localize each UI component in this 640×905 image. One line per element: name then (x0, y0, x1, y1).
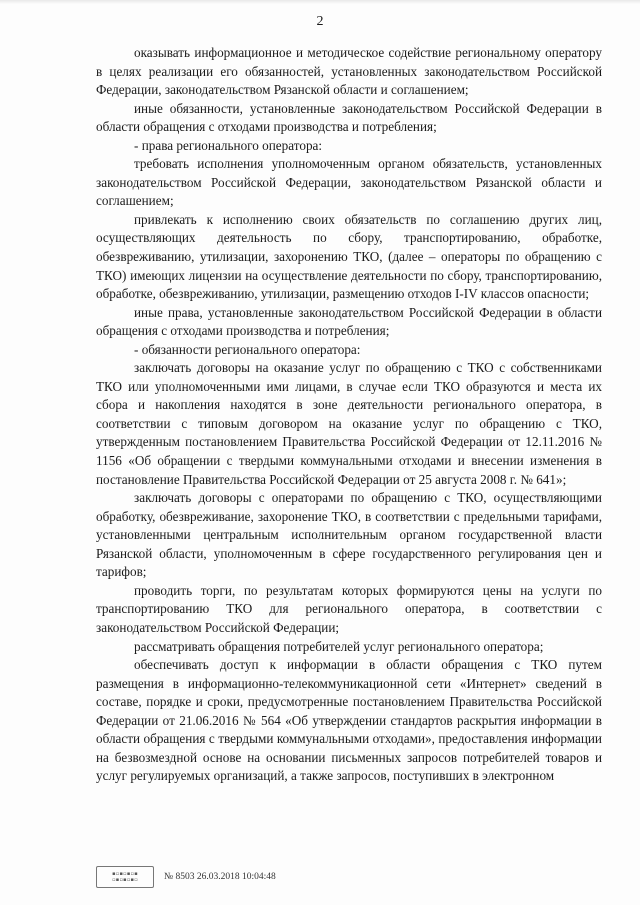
paragraph: заключать договоры на оказание услуг по обращению с ТКО с собственниками ТКО или уполномоченными ими лицами, в случае если ТКО образуются и места их сбора и накопления находятся в зоне деятельности регионального оператора, в соответствии с типовым договором на оказание услуг по обращению с ТКО, утвержденным постановлением Правительства Российской Федерации от 12.11.2016 № 1156 «Об обращении с твердыми коммунальными отходами и внесении изменения в постановление Правительства Российской Федерации от 25 августа 2008 г. № 641»; (96, 360, 602, 487)
paragraph: заключать договоры с операторами по обращению с ТКО, осуществляющими обработку, обезвреживание, захоронение ТКО, в соответствии с предельными тарифами, установленными центральным исполнительным органом государственной власти Рязанской области, уполномоченным в сфере государственного регулирования цен и тарифов; (96, 490, 602, 580)
paragraph: привлекать к исполнению своих обязательств по соглашению других лиц, осуществляющих деятельность по сбору, транспортированию, обработке, обезвреживанию, утилизации, захоронению ТКО, (далее – операторы по обращению с ТКО) имеющих лицензии на осуществление деятельности по сбору, транспортированию, обработке, обезвреживанию, утилизации, размещению отходов I-IV классов опасности; (96, 211, 602, 302)
paragraph: обеспечивать доступ к информации в области обращения с ТКО путем размещения в информационно-телекоммуникационной сети «Интернет» сведений в составе, порядке и сроки, предусмотренные постановлением Правительства Российской Федерации от 21.06.2016 № 564 «Об утверждении стандартов раскрытия информации в области обращения с твердыми коммунальными отходами», предоставления информации на безвозмездной основе на основании письменных запросов потребителей товаров и услуг регулируемых организаций, а также запросов, поступивших в электронном (96, 657, 602, 784)
paragraph: иные права, установленные законодательством Российской Федерации в области обращения с отходами производства и потребления; (96, 304, 602, 339)
paragraph: - права регионального оператора: (134, 137, 323, 153)
scan-edge (0, 0, 640, 4)
paragraph: оказывать информационное и методическое содействие региональному оператору в целях реализации его обязанностей, установленных законодательством Российской Федерации, законодательством Рязанской области и соглашением; (96, 45, 602, 98)
registration-stamp (96, 866, 276, 888)
paragraph: проводить торги, по результатам которых формируются цены на услуги по транспортированию ТКО для регионального оператора, в соответствии с законодательством Российской Федерации; (96, 582, 602, 635)
stamp-logo-icon: ▪▫▪▫▪▫▪ ▫▪▫▪▫▪▫ (96, 866, 154, 888)
document-body (96, 44, 602, 786)
stamp-text: № 8503 26.03.2018 10:04:48 (164, 872, 276, 882)
page-number: 2 (316, 14, 324, 29)
paragraph: - обязанности регионального оператора: (134, 341, 361, 357)
paragraph: рассматривать обращения потребителей услуг регионального оператора; (134, 638, 544, 654)
paragraph: иные обязанности, установленные законодательством Российской Федерации в области обращения с отходами производства и потребления; (96, 100, 602, 135)
paragraph: требовать исполнения уполномоченным органом обязательств, установленных законодательством Российской Федерации, законодательством Рязанской области и соглашением; (96, 156, 602, 209)
